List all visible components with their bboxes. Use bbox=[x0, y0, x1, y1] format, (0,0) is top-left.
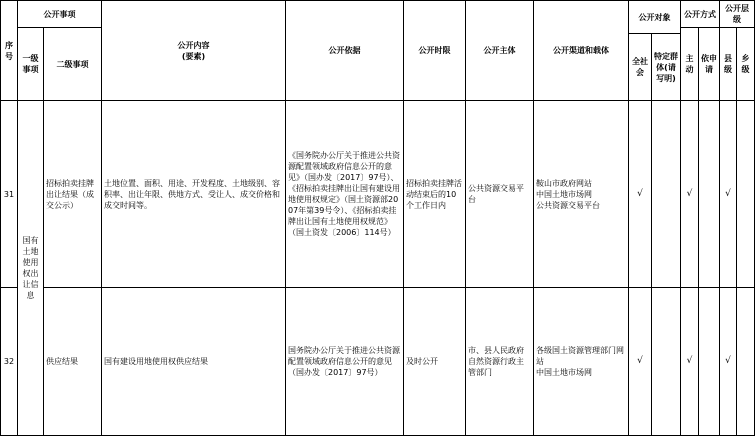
header-subject: 公开主体 bbox=[466, 1, 534, 101]
header-mode: 公开方式 bbox=[681, 1, 720, 28]
row-time: 招标拍卖挂牌活动结束后的10个工作日内 bbox=[404, 101, 466, 288]
header-seq: 序号 bbox=[1, 1, 18, 101]
row-all-check: √ bbox=[629, 101, 652, 288]
header-hierarchy: 公开层级 bbox=[720, 1, 755, 28]
header-row-top bbox=[1, 1, 755, 28]
header-mode-request: 依申请 bbox=[699, 28, 720, 101]
header-target: 公开对象 bbox=[629, 1, 681, 34]
row-content: 国有建设用地使用权供应结果 bbox=[102, 288, 286, 436]
row-basis: 国务院办公厅关于推进公共资源配置领域政府信息公开的意见（国办发〔2017〕97号） bbox=[286, 288, 404, 436]
row-subject: 公共资源交易平台 bbox=[466, 101, 534, 288]
row-county-check: √ bbox=[720, 101, 737, 288]
header-time: 公开时限 bbox=[404, 1, 466, 101]
row-level1: 国有土地使用权出让信息 bbox=[18, 101, 44, 436]
header-target-all: 全社会 bbox=[629, 34, 652, 101]
row-request-check bbox=[699, 101, 720, 288]
row-content: 土地位置、面积、用途、开发程度、土地级别、容积率、出让年限、供地方式、受让人、成交价格和成交时间等。 bbox=[102, 101, 286, 288]
row-all-check: √ bbox=[629, 288, 652, 436]
header-county: 县级 bbox=[720, 28, 737, 101]
row-active-check: √ bbox=[681, 101, 699, 288]
row-township-check bbox=[737, 101, 755, 288]
table-row bbox=[1, 101, 755, 288]
header-mode-active: 主动 bbox=[681, 28, 699, 101]
row-channel: 鞍山市政府网站 中国土地市场网 公共资源交易平台 bbox=[534, 101, 629, 288]
header-township: 乡级 bbox=[737, 28, 755, 101]
header-matters: 公开事项 bbox=[18, 1, 102, 28]
row-active-check: √ bbox=[681, 288, 699, 436]
header-level1: 一级事项 bbox=[18, 28, 44, 101]
row-seq: 31 bbox=[1, 101, 18, 288]
row-time: 及时公开 bbox=[404, 288, 466, 436]
row-subject: 市、县人民政府自然资源行政主管部门 bbox=[466, 288, 534, 436]
header-basis: 公开依据 bbox=[286, 1, 404, 101]
row-level2: 招标拍卖挂牌出让结果（成交公示） bbox=[44, 101, 102, 288]
header-content-title: 公开内容 bbox=[177, 40, 210, 50]
row-seq: 32 bbox=[1, 288, 18, 436]
header-content bbox=[102, 1, 286, 101]
row-channel: 各级国土资源管理部门网站 中国土地市场网 bbox=[534, 288, 629, 436]
row-specific-check bbox=[652, 288, 681, 436]
row-request-check bbox=[699, 288, 720, 436]
header-level2: 二级事项 bbox=[44, 28, 102, 101]
row-county-check: √ bbox=[720, 288, 737, 436]
row-township-check bbox=[737, 288, 755, 436]
row-specific-check bbox=[652, 101, 681, 288]
header-target-specific: 特定群体(请写明) bbox=[652, 34, 681, 101]
header-content-sub: (要素) bbox=[181, 51, 206, 61]
row-level2: 供应结果 bbox=[44, 288, 102, 436]
row-basis: 《国务院办公厅关于推进公共资源配置领域政府信息公开的意见》（国办发〔2017〕97号）、《招标拍卖挂牌出让国有建设用地使用权规定》（国土资源部2007年第39号令）、《招标拍卖挂牌出让国有土地使用权规范》（国土资发〔2006〕114号） bbox=[286, 101, 404, 288]
table-row bbox=[1, 288, 755, 436]
header-channel: 公开渠道和载体 bbox=[534, 1, 629, 101]
